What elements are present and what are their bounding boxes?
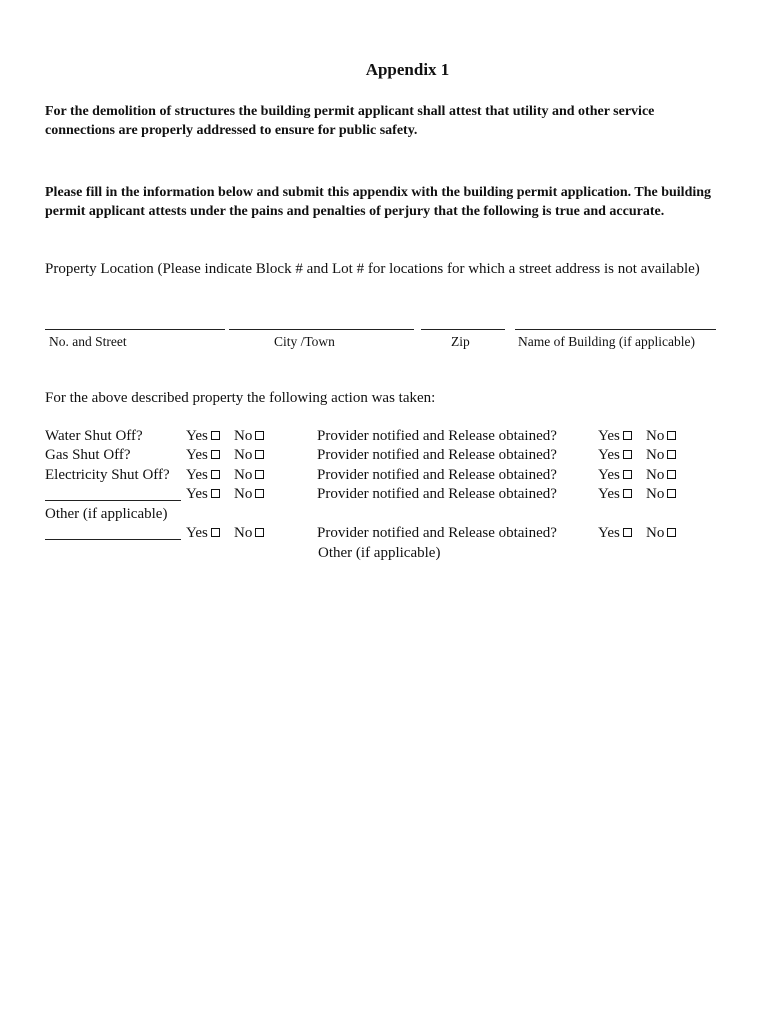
- no-label: No: [234, 525, 253, 541]
- provider-yes[interactable]: [598, 486, 632, 503]
- electricity-label: Electricity Shut Off?: [45, 467, 170, 483]
- yes-label: Yes: [598, 525, 620, 541]
- building-name-field[interactable]: [515, 329, 716, 330]
- yes-label: Yes: [186, 467, 208, 483]
- checkbox[interactable]: [667, 528, 676, 537]
- instructions-paragraph: Please fill in the information below and submit this appendix with the building permit application. The building permit applicant attests under the pains and penalties of perjury that the following is true and accurate.: [45, 185, 712, 219]
- checkbox[interactable]: [667, 470, 676, 479]
- yes-label: Yes: [598, 428, 620, 444]
- water-yes[interactable]: [186, 428, 220, 445]
- provider-question: Provider notified and Release obtained?: [317, 467, 557, 483]
- checkbox[interactable]: [623, 489, 632, 498]
- street-field[interactable]: [45, 329, 225, 330]
- checkbox[interactable]: [623, 450, 632, 459]
- other-utility-field[interactable]: [45, 539, 181, 540]
- building-caption: Name of Building (if applicable): [518, 334, 695, 349]
- no-label: No: [234, 428, 253, 444]
- checkbox[interactable]: [667, 431, 676, 440]
- provider-question: Provider notified and Release obtained?: [317, 525, 557, 541]
- no-label: No: [646, 428, 665, 444]
- checkbox[interactable]: [623, 431, 632, 440]
- other-label: Other (if applicable): [45, 506, 168, 522]
- provider-yes[interactable]: [598, 467, 632, 484]
- no-label: No: [234, 486, 253, 502]
- checkbox[interactable]: [667, 450, 676, 459]
- yes-label: Yes: [186, 486, 208, 502]
- checkbox[interactable]: [255, 470, 264, 479]
- yes-label: Yes: [598, 447, 620, 463]
- provider-question: Provider notified and Release obtained?: [317, 486, 557, 502]
- checkbox[interactable]: [623, 470, 632, 479]
- checkbox[interactable]: [211, 528, 220, 537]
- yes-label: Yes: [186, 525, 208, 541]
- checkbox[interactable]: [211, 470, 220, 479]
- street-caption: No. and Street: [49, 334, 127, 349]
- gas-yes[interactable]: [186, 447, 220, 464]
- intro-paragraph: For the demolition of structures the building permit applicant shall attest that utility and other service connections are properly addressed to ensure for public safety.: [45, 104, 655, 138]
- provider-question: Provider notified and Release obtained?: [317, 447, 557, 463]
- other-utility-field[interactable]: [45, 500, 181, 501]
- other-yes[interactable]: [186, 525, 220, 542]
- no-label: No: [234, 467, 253, 483]
- checkbox[interactable]: [667, 489, 676, 498]
- provider-yes[interactable]: [598, 428, 632, 445]
- provider-no[interactable]: [646, 525, 676, 542]
- zip-caption: Zip: [451, 334, 470, 349]
- action-heading: For the above described property the following action was taken:: [45, 390, 436, 406]
- other-no[interactable]: [234, 525, 264, 542]
- gas-no[interactable]: [234, 447, 264, 464]
- checkbox[interactable]: [211, 489, 220, 498]
- no-label: No: [646, 447, 665, 463]
- checkbox[interactable]: [211, 450, 220, 459]
- water-label: Water Shut Off?: [45, 428, 143, 444]
- checkbox[interactable]: [255, 450, 264, 459]
- provider-no[interactable]: [646, 428, 676, 445]
- no-label: No: [646, 467, 665, 483]
- no-label: No: [646, 525, 665, 541]
- checkbox[interactable]: [623, 528, 632, 537]
- gas-label: Gas Shut Off?: [45, 447, 131, 463]
- yes-label: Yes: [186, 428, 208, 444]
- checkbox[interactable]: [255, 431, 264, 440]
- yes-label: Yes: [598, 486, 620, 502]
- property-location-label: Property Location (Please indicate Block # and Lot # for locations for which a street address is not available): [45, 261, 700, 277]
- checkbox[interactable]: [255, 489, 264, 498]
- electricity-no[interactable]: [234, 467, 264, 484]
- zip-field[interactable]: [421, 329, 505, 330]
- yes-label: Yes: [186, 447, 208, 463]
- yes-label: Yes: [598, 467, 620, 483]
- other-no[interactable]: [234, 486, 264, 503]
- page-title: Appendix 1: [365, 60, 450, 79]
- no-label: No: [234, 447, 253, 463]
- provider-yes[interactable]: [598, 447, 632, 464]
- provider-no[interactable]: [646, 467, 676, 484]
- provider-question: Provider notified and Release obtained?: [317, 428, 557, 444]
- city-field[interactable]: [229, 329, 414, 330]
- checkbox[interactable]: [211, 431, 220, 440]
- provider-no[interactable]: [646, 486, 676, 503]
- electricity-yes[interactable]: [186, 467, 220, 484]
- water-no[interactable]: [234, 428, 264, 445]
- other-yes[interactable]: [186, 486, 220, 503]
- checkbox[interactable]: [255, 528, 264, 537]
- no-label: No: [646, 486, 665, 502]
- city-caption: City /Town: [274, 334, 335, 349]
- other-label: Other (if applicable): [318, 545, 441, 561]
- provider-yes[interactable]: [598, 525, 632, 542]
- provider-no[interactable]: [646, 447, 676, 464]
